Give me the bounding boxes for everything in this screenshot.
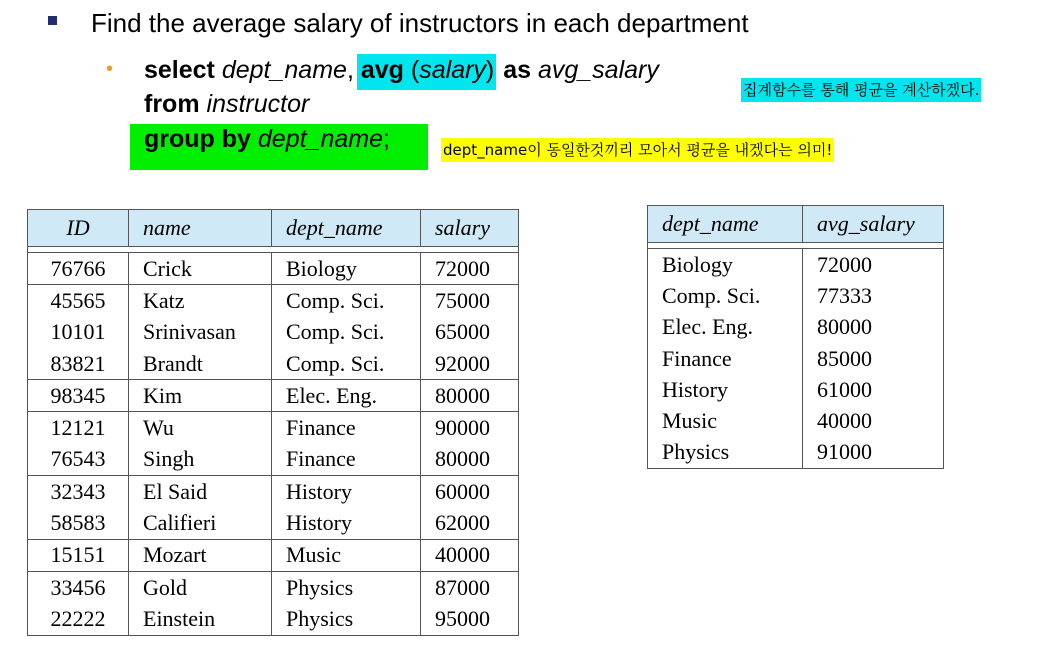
table-row xyxy=(28,317,518,348)
instructor-table xyxy=(27,209,519,636)
cell-dept-name: Comp. Sci. xyxy=(272,317,421,348)
sql-dept-name: dept_name xyxy=(221,56,347,84)
cell-dept-name: Biology xyxy=(272,253,421,285)
cell-avg-salary: 72000 xyxy=(817,251,872,277)
cell-result-dept-name: History xyxy=(648,374,803,405)
cell-avg-salary: 61000 xyxy=(817,376,872,402)
table-row xyxy=(648,343,943,374)
table-row xyxy=(648,249,943,280)
cell-avg-salary: 40000 xyxy=(817,408,872,434)
cell-salary: 87000 xyxy=(435,574,490,600)
table-row xyxy=(28,380,518,412)
sql-table: instructor xyxy=(206,90,310,118)
cell-result-dept-name: Physics xyxy=(648,437,803,468)
sql-from-line xyxy=(144,88,309,120)
cell-id: 83821 xyxy=(28,348,129,380)
table-row xyxy=(28,603,518,634)
table-row xyxy=(28,285,518,317)
cell-name: Brandt xyxy=(129,348,272,380)
avg-highlight xyxy=(357,54,496,90)
header-id: ID xyxy=(28,210,129,247)
sql-paren-open: ( xyxy=(410,56,420,84)
header-dept-name: dept_name xyxy=(272,210,421,247)
cell-result-dept-name: Elec. Eng. xyxy=(648,312,803,343)
sql-semicolon: ; xyxy=(383,125,390,153)
result-header-row xyxy=(648,206,943,243)
cell-dept-name: History xyxy=(272,476,421,508)
cell-id: 58583 xyxy=(28,507,129,539)
cell-name: Srinivasan xyxy=(129,317,272,348)
instructor-header-row xyxy=(28,210,518,247)
cell-salary: 62000 xyxy=(421,507,519,539)
cell-id: 32343 xyxy=(28,476,129,508)
cell-name: Katz xyxy=(129,285,272,317)
cell-id: 45565 xyxy=(28,285,129,317)
bullet-square-icon xyxy=(48,16,57,25)
cell-result-dept-name: Biology xyxy=(648,249,803,280)
cell-salary: 90000 xyxy=(435,415,490,441)
cell-avg-salary: 91000 xyxy=(817,439,872,465)
cell-id: 15151 xyxy=(28,539,129,571)
table-row xyxy=(28,539,518,571)
sql-from-keyword: from xyxy=(144,90,200,118)
cell-avg-salary: 80000 xyxy=(817,314,872,340)
table-row xyxy=(648,437,943,468)
cell-salary: 92000 xyxy=(421,348,519,380)
table-row xyxy=(648,312,943,343)
slide-heading: Find the average salary of instructors in each department xyxy=(91,8,749,38)
cell-id: 98345 xyxy=(28,380,129,412)
cell-result-dept-name: Music xyxy=(648,405,803,436)
sql-select-line xyxy=(144,54,659,86)
cell-id: 76766 xyxy=(28,253,129,285)
cell-id: 12121 xyxy=(28,412,129,444)
cell-dept-name: Physics xyxy=(272,571,421,603)
cell-avg-salary: 77333 xyxy=(817,282,872,308)
sql-group-column: dept_name xyxy=(257,125,383,153)
cell-salary: 60000 xyxy=(435,478,490,504)
cell-dept-name: Physics xyxy=(272,603,421,634)
group-note: dept_name이 동일한것끼리 모아서 평균을 내겠다는 의미! xyxy=(441,138,834,162)
cell-id: 76543 xyxy=(28,444,129,476)
cell-dept-name: Comp. Sci. xyxy=(272,285,421,317)
cell-dept-name: Finance xyxy=(272,444,421,476)
cell-dept-name: History xyxy=(272,507,421,539)
header-salary: salary xyxy=(435,215,490,240)
cell-name: Singh xyxy=(129,444,272,476)
sql-alias: avg_salary xyxy=(537,56,659,84)
cell-dept-name: Elec. Eng. xyxy=(272,380,421,412)
table-row xyxy=(28,444,518,476)
table-row xyxy=(28,253,518,285)
sql-paren-close: ) xyxy=(485,56,495,84)
table-row xyxy=(648,374,943,405)
cell-dept-name: Finance xyxy=(272,412,421,444)
sql-select-keyword: select xyxy=(144,56,215,84)
cell-salary: 80000 xyxy=(421,380,519,412)
sql-group-line xyxy=(144,123,390,155)
cell-name: El Said xyxy=(129,476,272,508)
cell-salary: 95000 xyxy=(435,605,490,631)
avg-note: 집계함수를 통해 평균을 계산하겠다. xyxy=(741,78,981,102)
cell-name: Wu xyxy=(129,412,272,444)
table-row xyxy=(648,280,943,311)
cell-dept-name: Comp. Sci. xyxy=(272,348,421,380)
cell-id: 33456 xyxy=(28,571,129,603)
cell-name: Kim xyxy=(129,380,272,412)
header-avg-salary: avg_salary xyxy=(817,211,915,236)
cell-salary: 40000 xyxy=(421,539,519,571)
cell-salary: 80000 xyxy=(421,444,519,476)
result-table xyxy=(647,205,944,469)
table-row xyxy=(28,476,518,508)
cell-name: Gold xyxy=(129,571,272,603)
cell-result-dept-name: Comp. Sci. xyxy=(648,280,803,311)
header-name: name xyxy=(129,210,272,247)
cell-name: Crick xyxy=(129,253,272,285)
sql-salary: salary xyxy=(419,56,486,84)
table-row xyxy=(28,507,518,539)
sql-group-keyword: group by xyxy=(144,125,251,153)
table-row xyxy=(28,348,518,380)
sql-comma: , xyxy=(346,56,354,84)
cell-salary: 75000 xyxy=(435,287,490,313)
sql-avg-keyword: avg xyxy=(360,56,404,84)
cell-name: Mozart xyxy=(129,539,272,571)
cell-result-dept-name: Finance xyxy=(648,343,803,374)
cell-name: Einstein xyxy=(129,603,272,634)
table-row xyxy=(28,571,518,603)
table-row xyxy=(28,412,518,444)
cell-name: Califieri xyxy=(129,507,272,539)
table-row xyxy=(648,405,943,436)
cell-id: 22222 xyxy=(28,603,129,634)
bullet-dot-icon: • xyxy=(106,58,114,80)
cell-salary: 72000 xyxy=(421,253,519,285)
header-result-dept-name: dept_name xyxy=(648,206,803,243)
sql-as-keyword: as xyxy=(503,56,532,84)
cell-id: 10101 xyxy=(28,317,129,348)
cell-salary: 65000 xyxy=(435,319,490,345)
cell-avg-salary: 85000 xyxy=(817,345,872,371)
cell-dept-name: Music xyxy=(272,539,421,571)
